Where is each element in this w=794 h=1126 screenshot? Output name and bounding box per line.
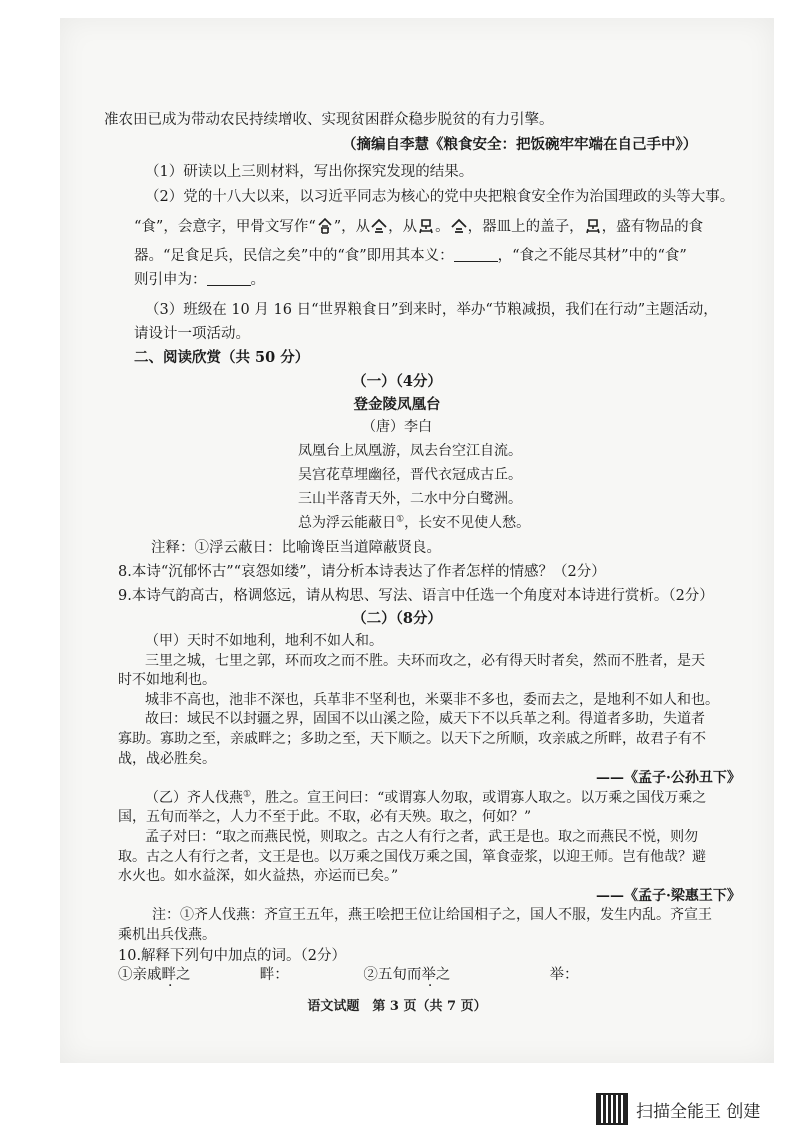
question-2-extended-line: 则引申为： 。 bbox=[134, 272, 265, 288]
jia-line-6: 寡助。寡助之至，亲戚畔之；多助之至，天下顺之。以天下之所顺，攻亲戚之所畔，故君子有不 bbox=[118, 731, 706, 747]
qr-code-icon bbox=[596, 1093, 628, 1125]
question-10: 10.解释下列句中加点的词。（2分） bbox=[118, 947, 347, 964]
poem-line-4: 总为浮云能蔽日①，长安不见使人愁。 bbox=[298, 514, 531, 531]
question-8: 8.本诗“沉郁怀古”“哀怨如缕”，请分析本诗表达了作者怎样的情感？（2分） bbox=[118, 564, 606, 580]
answer-blank-1[interactable] bbox=[454, 247, 498, 262]
note-2-line-1: 注：①齐人伐燕：齐宣王五年，燕王哙把王位让给国相子之，国人不服，发生内乱。齐宣王 bbox=[152, 907, 712, 924]
scanner-watermark: 扫描全能王 创建 bbox=[596, 1092, 786, 1126]
dotted-word-pan: 畔 bbox=[161, 967, 176, 984]
paragraph-line: 准农田已成为带动农民持续增收、实现贫困群众稳步脱贫的有力引擎。 bbox=[104, 112, 554, 128]
poem-annotation: 注释：①浮云蔽日：比喻谗臣当道障蔽贤良。 bbox=[151, 540, 441, 556]
part-2-heading: （二）（8分） bbox=[352, 610, 442, 627]
jia-line-2: 三里之城，七里之郭，环而攻之而不胜。夫环而攻之，必有得天时者矣，然而不胜者，是天 bbox=[145, 652, 705, 669]
question-2-meaning-line: 器。“足食足兵，民信之矣”中的“食”即用其本义： ，“食之不能尽其材”中的“食” bbox=[134, 248, 687, 264]
poem-line-2: 吴宫花草埋幽径，晋代衣冠成古丘。 bbox=[298, 467, 522, 483]
yi-source: ——《孟子·梁惠王下》 bbox=[596, 887, 741, 904]
vessel-glyph-icon-2 bbox=[585, 218, 601, 234]
jia-line-5: 故曰：域民不以封疆之界，固国不以山溪之险，威天下不以兵革之利。得道者多助，失道者 bbox=[145, 711, 705, 728]
vessel-glyph-icon bbox=[418, 218, 434, 234]
jia-line-4: 城非不高也，池非不深也，兵革非不坚利也，米粟非不多也，委而去之，是地利不如人和也。 bbox=[145, 691, 719, 708]
question-3: （3）班级在 10 月 16 日“世界粮食日”到来时，举办“节粮减损，我们在行动”主题活动， bbox=[145, 302, 718, 318]
note-2-line-2: 乘机出兵伐燕。 bbox=[118, 927, 216, 943]
poem-title: 登金陵凤凰台 bbox=[353, 396, 441, 413]
lid-glyph-icon bbox=[371, 218, 387, 234]
lid-glyph-icon-2 bbox=[451, 218, 467, 234]
answer-blank-pan[interactable] bbox=[289, 967, 359, 981]
jia-line-3: 时不如地利也。 bbox=[118, 672, 216, 689]
question-1: （1）研读以上三则材料，写出你探究发现的结果。 bbox=[145, 164, 474, 180]
question-2: （2）党的十八大以来，以习近平同志为核心的党中央把粮食安全作为治国理政的头等大事。 bbox=[145, 189, 735, 205]
dotted-word-ju: 举 bbox=[421, 967, 436, 984]
jia-line-7: 战，战必胜矣。 bbox=[118, 750, 216, 767]
question-3-cont: 请设计一项活动。 bbox=[134, 326, 250, 342]
poem-line-3: 三山半落青天外，二水中分白鹭洲。 bbox=[298, 491, 522, 507]
yi-line-1: （乙）齐人伐燕①，胜之。宣王问曰：“或谓寡人勿取，或谓寡人取之。以万乘之国伐万乘之 bbox=[145, 789, 707, 806]
yi-line-3: 孟子对曰：“取之而燕民悦，则取之。古之人有行之者，武王是也。取之而燕民不悦，则勿 bbox=[145, 829, 699, 845]
poem-line-1: 凤凰台上凤凰游，凤去台空江自流。 bbox=[298, 443, 522, 459]
source-citation: （摘编自李慧《粮食安全：把饭碗牢牢端在自己手中》） bbox=[342, 136, 698, 153]
yi-line-4: 取。古之人有行之者，文王是也。以万乘之国伐万乘之国，箪食壶浆，以迎王师。岂有他哉？避 bbox=[118, 848, 706, 865]
section-2-heading: 二、阅读欣赏（共 50 分） bbox=[134, 349, 310, 366]
jia-source: ——《孟子·公孙丑下》 bbox=[596, 770, 741, 787]
question-10-items: ①亲戚畔之 畔： ②五旬而举之 举： bbox=[118, 963, 639, 984]
question-2-character-line: “食”，会意字，甲骨文写作“ ”，从 ，从 。 ，器皿上的盖子， ，盛有物品的食 bbox=[134, 219, 704, 235]
answer-blank-ju[interactable] bbox=[579, 967, 639, 981]
oracle-bone-shi-icon bbox=[317, 218, 333, 234]
answer-blank-2[interactable] bbox=[207, 271, 251, 286]
part-1-heading: （一）（4分） bbox=[352, 373, 442, 390]
jia-line-1: （甲）天时不如地利，地利不如人和。 bbox=[145, 633, 383, 649]
yi-line-5: 水火也。如水益深，如火益热，亦运而已矣。” bbox=[118, 868, 399, 885]
question-9: 9.本诗气韵高古，格调悠远，请从构思、写法、语言中任选一个角度对本诗进行赏析。（2分） bbox=[118, 588, 714, 604]
poem-author: （唐）李白 bbox=[362, 419, 432, 435]
page-footer: 语文试题 第 3 页（共 7 页） bbox=[307, 998, 487, 1014]
yi-line-2: 国，五旬而举之，人力不至于此。不取，必有天殃。取之，何如？” bbox=[118, 809, 532, 826]
